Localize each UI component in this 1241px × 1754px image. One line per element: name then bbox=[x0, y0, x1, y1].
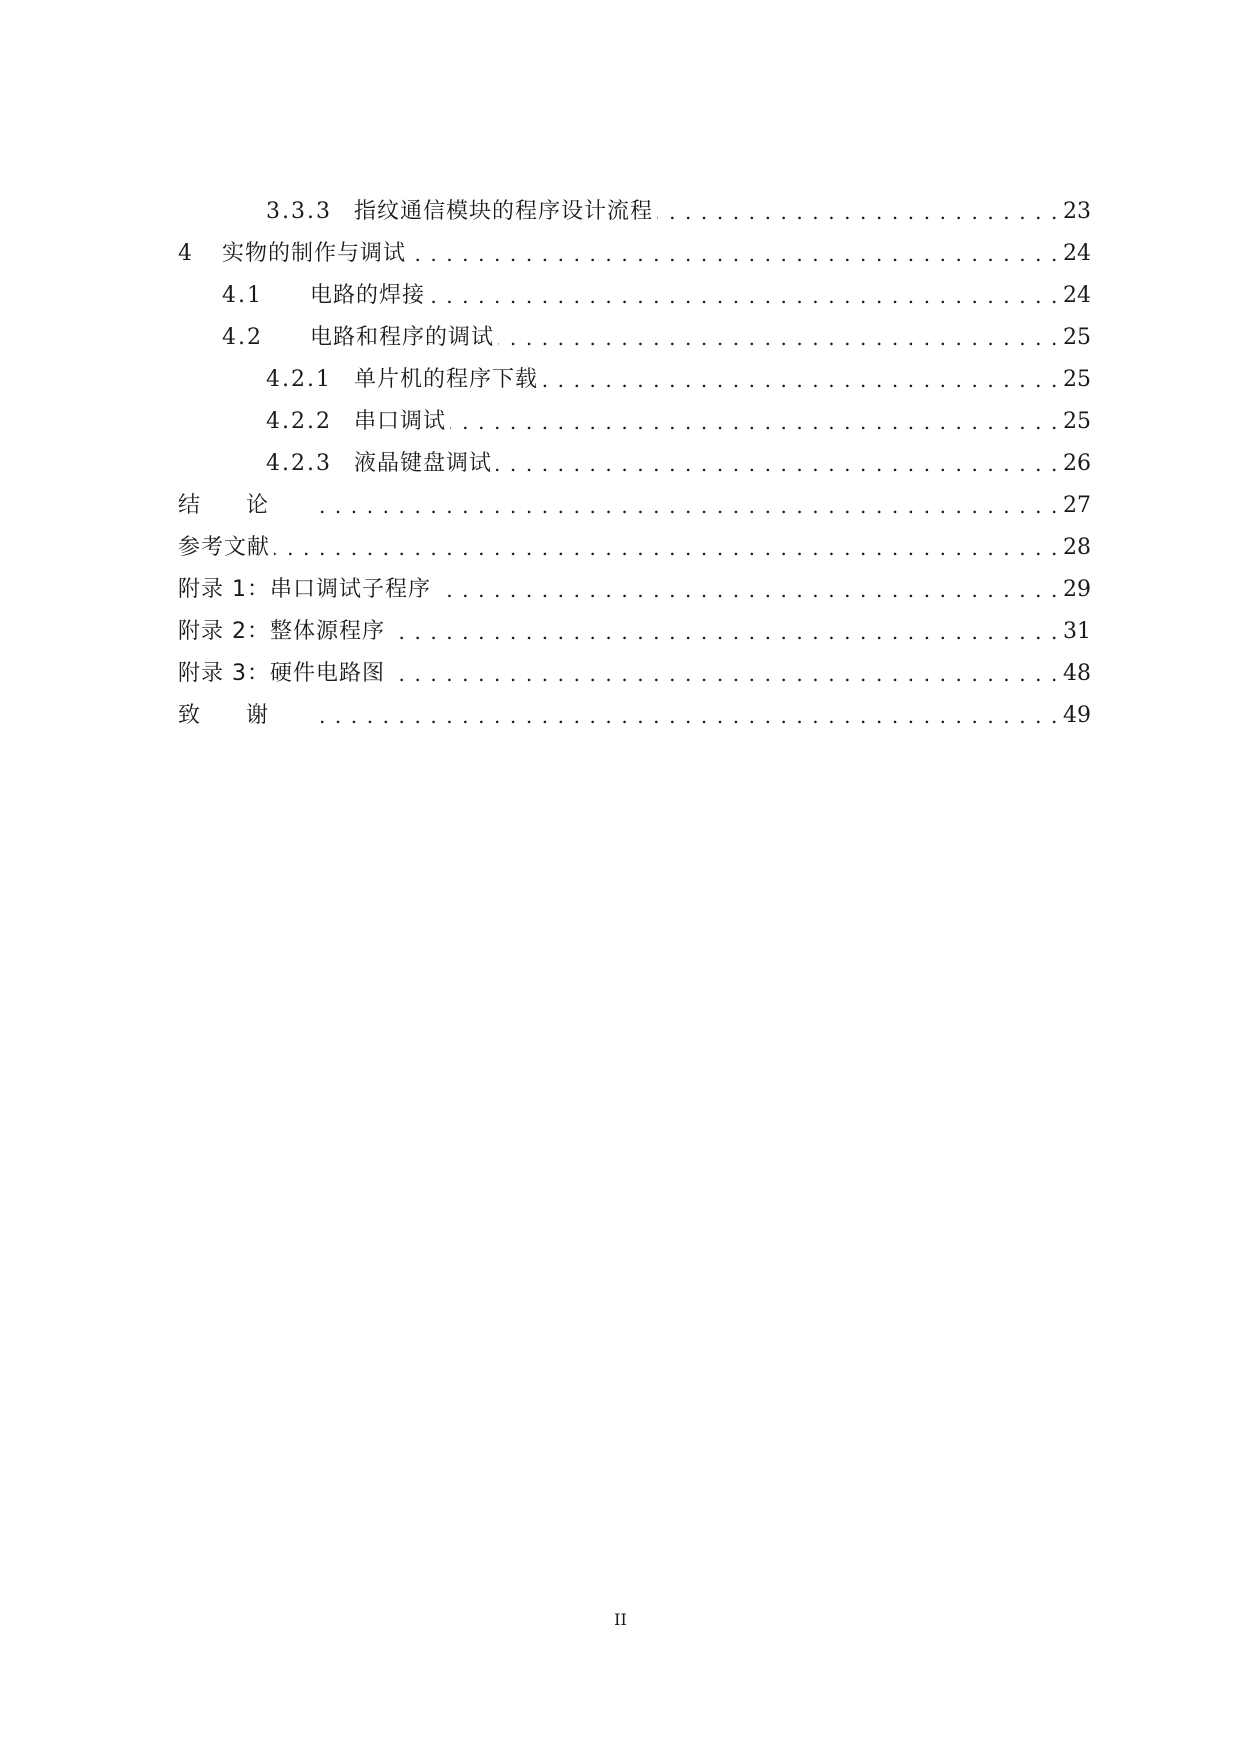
toc-entry-page: 28 bbox=[1063, 535, 1091, 560]
toc-entry-4-2[interactable] bbox=[178, 310, 1091, 352]
table-of-contents bbox=[178, 184, 1091, 730]
toc-dot-leader bbox=[496, 450, 1059, 478]
toc-entry-page: 27 bbox=[1063, 493, 1091, 518]
toc-entry-page: 25 bbox=[1063, 325, 1091, 350]
toc-entry-title: 结论 bbox=[178, 493, 315, 518]
toc-dot-leader bbox=[274, 534, 1059, 562]
toc-entry-title: 致谢 bbox=[178, 703, 315, 728]
toc-entry-4[interactable] bbox=[178, 226, 1091, 268]
toc-entry-number: 4.2.3 bbox=[266, 451, 332, 476]
toc-entry-title: 附录 1：串口调试子程序 bbox=[178, 577, 431, 602]
toc-entry-number: 4.2 bbox=[222, 325, 263, 350]
toc-dot-leader bbox=[498, 324, 1059, 352]
toc-entry-title: 参考文献 bbox=[178, 535, 271, 560]
toc-entry-4-2-2[interactable] bbox=[178, 394, 1091, 436]
toc-entry-3-3-3[interactable] bbox=[178, 184, 1091, 226]
toc-entry-page: 25 bbox=[1063, 409, 1091, 434]
toc-entry-page: 31 bbox=[1063, 619, 1091, 644]
toc-entry-appendix-1[interactable] bbox=[178, 562, 1091, 604]
toc-dot-leader bbox=[657, 198, 1059, 226]
toc-entry-page: 49 bbox=[1063, 703, 1091, 728]
toc-dot-leader bbox=[389, 618, 1059, 646]
toc-entry-title: 串口调试 bbox=[354, 409, 447, 434]
toc-entry-acknowledgements[interactable] bbox=[178, 688, 1091, 730]
toc-entry-references[interactable] bbox=[178, 520, 1091, 562]
toc-dot-leader bbox=[450, 408, 1059, 436]
toc-entry-page: 29 bbox=[1063, 577, 1091, 602]
toc-dot-leader bbox=[318, 492, 1059, 520]
toc-entry-title: 单片机的程序下载 bbox=[354, 367, 539, 392]
toc-entry-page: 25 bbox=[1063, 367, 1091, 392]
toc-entry-number: 4.2.2 bbox=[266, 409, 332, 434]
toc-entry-4-2-1[interactable] bbox=[178, 352, 1091, 394]
toc-entry-title: 实物的制作与调试 bbox=[222, 241, 407, 266]
page-number: II bbox=[614, 1610, 627, 1629]
toc-dot-leader bbox=[542, 366, 1059, 394]
toc-dot-leader bbox=[429, 282, 1059, 310]
toc-entry-appendix-2[interactable] bbox=[178, 604, 1091, 646]
toc-entry-number: 4.1 bbox=[222, 283, 263, 308]
toc-entry-title: 液晶键盘调试 bbox=[354, 451, 493, 476]
toc-entry-page: 26 bbox=[1063, 451, 1091, 476]
toc-dot-leader bbox=[435, 576, 1059, 604]
toc-entry-page: 24 bbox=[1063, 241, 1091, 266]
toc-dot-leader bbox=[410, 240, 1059, 268]
toc-dot-leader bbox=[318, 702, 1059, 730]
toc-entry-number: 3.3.3 bbox=[266, 199, 332, 224]
toc-entry-conclusion[interactable] bbox=[178, 478, 1091, 520]
toc-entry-number: 4 bbox=[178, 241, 194, 266]
toc-entry-title: 指纹通信模块的程序设计流程 bbox=[354, 199, 654, 224]
toc-entry-number: 4.2.1 bbox=[266, 367, 332, 392]
toc-entry-page: 23 bbox=[1063, 199, 1091, 224]
toc-entry-4-1[interactable] bbox=[178, 268, 1091, 310]
toc-entry-title: 电路的焊接 bbox=[310, 283, 426, 308]
toc-dot-leader bbox=[389, 660, 1059, 688]
toc-entry-page: 48 bbox=[1063, 661, 1091, 686]
toc-entry-title: 附录 3：硬件电路图 bbox=[178, 661, 385, 686]
toc-entry-title: 附录 2：整体源程序 bbox=[178, 619, 385, 644]
toc-entry-4-2-3[interactable] bbox=[178, 436, 1091, 478]
toc-entry-page: 24 bbox=[1063, 283, 1091, 308]
toc-entry-appendix-3[interactable] bbox=[178, 646, 1091, 688]
toc-entry-title: 电路和程序的调试 bbox=[310, 325, 495, 350]
